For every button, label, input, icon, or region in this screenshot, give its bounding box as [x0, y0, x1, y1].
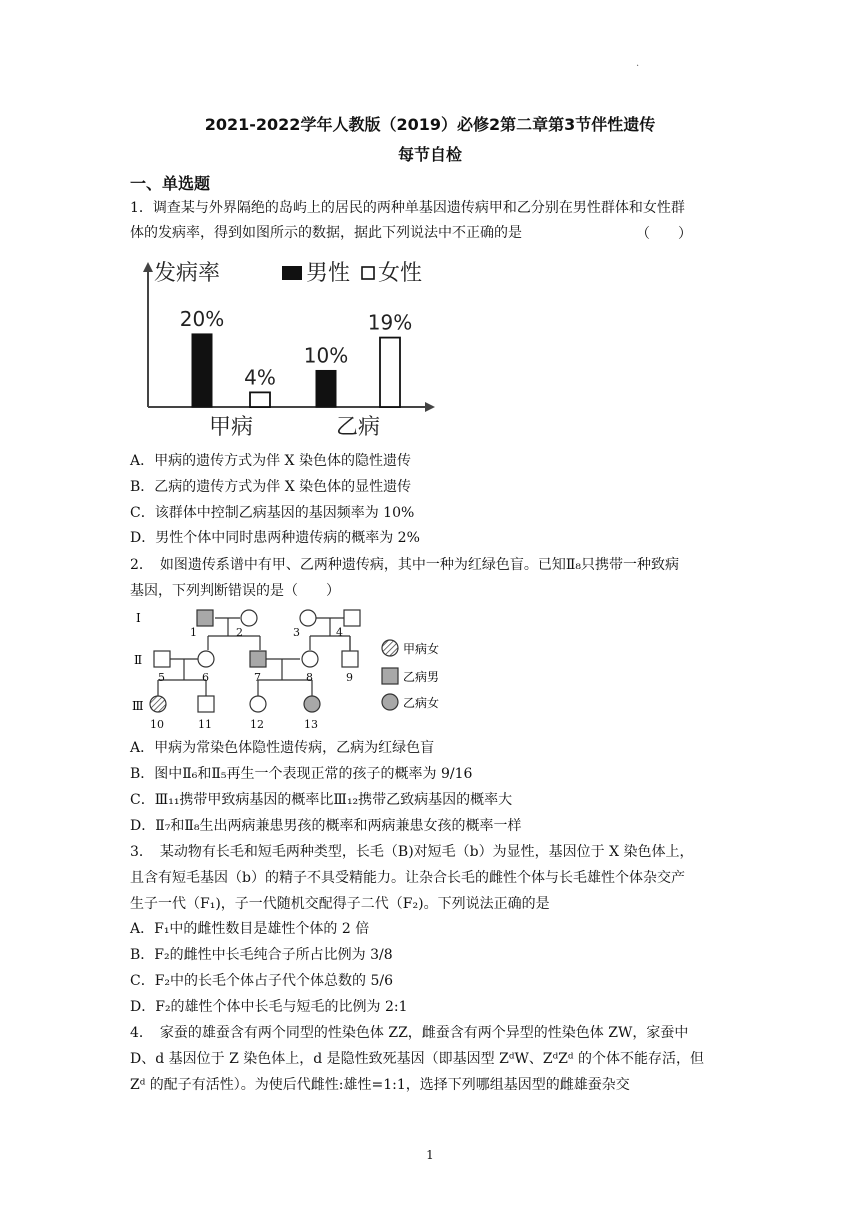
q2-line2: 基因，下列判断错误的是（ ）: [130, 583, 340, 599]
pedigree-I4-male: [344, 610, 360, 626]
pedigree-num-9: 9: [346, 671, 353, 684]
q3-option-a: A．F₁中的雌性数目是雄性个体的 2 倍: [130, 921, 370, 937]
page-number: 1: [426, 1148, 434, 1162]
q3-option-d: D．F₂的雄性个体中长毛与短毛的比例为 2:1: [130, 999, 408, 1015]
q1-line1: 1．调查某与外界隔绝的岛屿上的居民的两种单基因遗传病甲和乙分别在男性群体和女性群: [130, 200, 685, 216]
gen-label-I: Ⅰ: [136, 611, 141, 625]
q1-option-b: B．乙病的遗传方式为伴 X 染色体的显性遗传: [130, 479, 412, 495]
q4-line1: 4． 家蚕的雄蚕含有两个同型的性染色体 ZZ，雌蚕含有两个异型的性染色体 ZW，家蚕中: [130, 1025, 689, 1041]
q3-line1: 3． 某动物有长毛和短毛两种类型，长毛（B)对短毛（b）为显性，基因位于 X 染色体上，: [130, 844, 694, 860]
pedigree-num-1: 1: [190, 626, 197, 639]
category-label-乙病: 乙病: [335, 415, 381, 440]
q1-option-d: D．男性个体中同时患两种遗传病的概率为 2%: [130, 530, 420, 546]
q1-option-a: A．甲病的遗传方式为伴 X 染色体的隐性遗传: [130, 453, 411, 469]
pedigree-num-13: 13: [304, 718, 318, 731]
q2-pedigree-diagram: [130, 604, 450, 736]
legend-female-swatch: [362, 267, 374, 279]
legend-hatched-female-icon: [382, 640, 398, 656]
pedigree-num-8: 8: [306, 671, 313, 684]
gen-label-III: Ⅲ: [132, 699, 144, 713]
bar-甲病-男性: [192, 334, 212, 407]
q2-option-d: D．Ⅱ₇和Ⅱ₈生出两病兼患男孩的概率和两病兼患女孩的概率一样: [130, 818, 522, 834]
pedigree-num-11: 11: [198, 718, 212, 731]
bar-label-乙病-男性: 10%: [303, 343, 349, 368]
q4-line2: D、d 基因位于 Z 染色体上，d 是隐性致死基因（即基因型 ZᵈW、ZᵈZᵈ 的个体不能存活，但: [130, 1051, 704, 1067]
pedigree-num-12: 12: [250, 718, 264, 731]
y-axis-label: 发病率: [154, 261, 221, 286]
pedigree-II8-female: [302, 651, 318, 667]
gen-label-II: Ⅱ: [134, 653, 143, 667]
q3-option-c: C．F₂中的长毛个体占子代个体总数的 5/6: [130, 973, 394, 989]
q2-option-a: A．甲病为常染色体隐性遗传病，乙病为红绿色盲: [130, 740, 435, 756]
bar-乙病-男性: [316, 370, 336, 407]
pedigree-num-6: 6: [202, 671, 209, 684]
bar-乙病-女性: [380, 338, 400, 407]
category-label-甲病: 甲病: [208, 415, 254, 440]
bar-label-乙病-女性: 19%: [367, 310, 413, 335]
x-axis-arrow: [425, 402, 435, 412]
pedigree-III12-female: [250, 696, 266, 712]
pedigree-num-7: 7: [254, 671, 261, 684]
pedigree-II9-male: [342, 651, 358, 667]
bar-label-甲病-男性: 20%: [179, 306, 225, 331]
q1-option-c: C．该群体中控制乙病基因的基因频率为 10%: [130, 505, 415, 521]
legend-label-1: 甲病女: [403, 642, 440, 656]
legend-label-3: 乙病女: [403, 696, 440, 710]
page-title: 2021-2022学年人教版（2019）必修2第二章第3节伴性遗传: [204, 115, 656, 134]
q2-line1: 2． 如图遗传系谱中有甲、乙两种遗传病，其中一种为红绿色盲。已知Ⅱ₈只携带一种致病: [130, 557, 680, 573]
pedigree-I2-female: [241, 610, 257, 626]
pedigree-III13-affected-female: [304, 696, 320, 712]
q2-option-c: C．Ⅲ₁₁携带甲致病基因的概率比Ⅲ₁₂携带乙致病基因的概率大: [130, 792, 513, 808]
q1-answer-paren: （ ）: [636, 226, 692, 242]
header-dot: .: [636, 58, 640, 69]
q1-bar-chart: [130, 252, 442, 442]
pedigree-num-5: 5: [158, 671, 165, 684]
pedigree-II6-female: [198, 651, 214, 667]
q3-line3: 生子一代（F₁)，子一代随机交配得子二代（F₂)。下列说法正确的是: [130, 896, 550, 912]
q3-line2: 且含有短毛基因（b）的精子不具受精能力。让杂合长毛的雌性个体与长毛雄性个体杂交产: [130, 870, 685, 886]
q1-line2: 体的发病率，得到如图所示的数据，据此下列说法中不正确的是: [130, 225, 522, 241]
pedigree-III10-affected-female: [150, 696, 166, 712]
pedigree-num-10: 10: [150, 718, 164, 731]
pedigree-I3-female: [300, 610, 316, 626]
pedigree-num-4: 4: [336, 626, 343, 639]
pedigree-I1-affected-male: [197, 610, 213, 626]
pedigree-III11-male: [198, 696, 214, 712]
bar-甲病-女性: [250, 392, 270, 407]
legend-male-label: 男性: [306, 261, 351, 286]
q4-line3: Zᵈ 的配子有活性）。为使后代雌性:雄性=1:1，选择下列哪组基因型的雌雄蚕杂交: [130, 1077, 630, 1093]
y-axis-arrow: [143, 262, 153, 272]
pedigree-II7-affected-male: [250, 651, 266, 667]
q3-option-b: B．F₂的雌性中长毛纯合子所占比例为 3/8: [130, 947, 393, 963]
section-heading: 一、单选题: [130, 174, 211, 193]
legend-gray-female-icon: [382, 694, 398, 710]
legend-male-swatch: [282, 266, 302, 280]
pedigree-num-3: 3: [293, 626, 300, 639]
legend-gray-male-icon: [382, 668, 398, 684]
bar-label-甲病-女性: 4%: [244, 365, 276, 390]
page-subtitle: 每节自检: [397, 145, 462, 164]
legend-label-2: 乙病男: [403, 670, 440, 684]
pedigree-num-2: 2: [236, 626, 243, 639]
q2-option-b: B．图中Ⅱ₆和Ⅱ₅再生一个表现正常的孩子的概率为 9/16: [130, 766, 473, 782]
pedigree-II5-male: [154, 651, 170, 667]
legend-female-label: 女性: [378, 261, 423, 286]
